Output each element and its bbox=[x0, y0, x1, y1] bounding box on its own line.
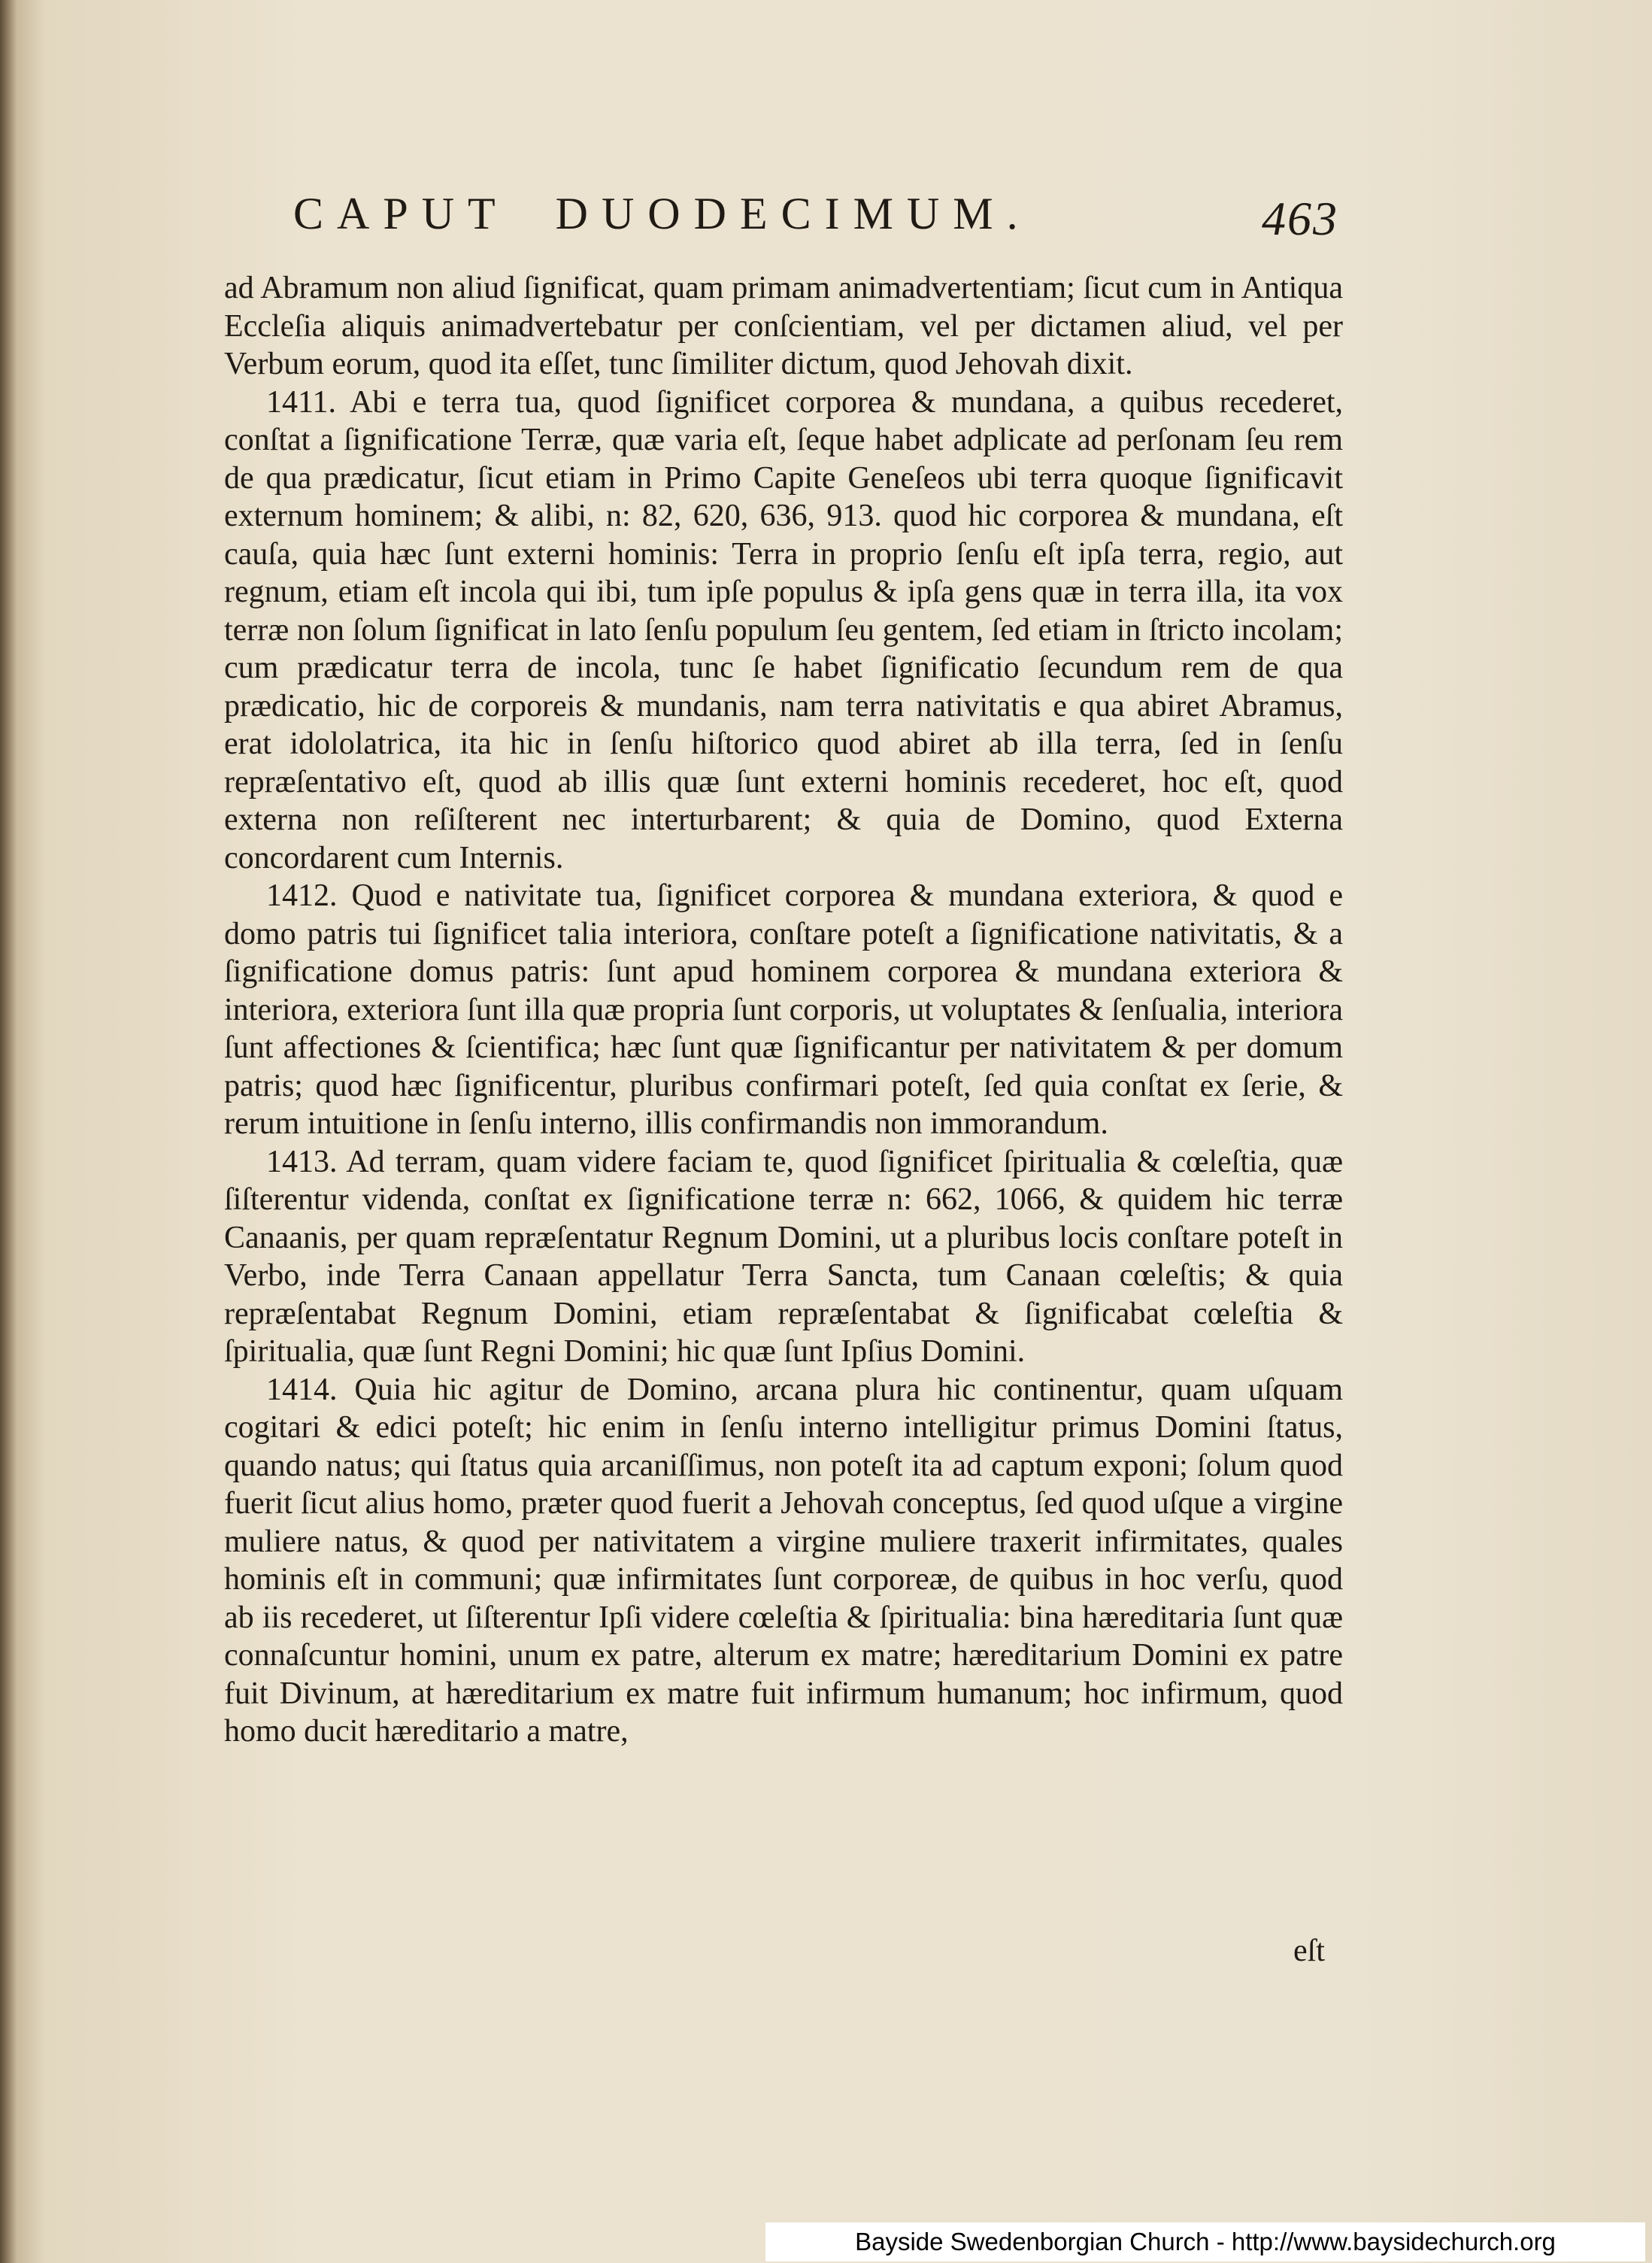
paragraph-1412: 1412. Quod e nativitate tua, ſignificet corporea & mundana exteriora, & quod e domo patris tui ſignificet talia interiora, conſtare poteſt a ſignificatione nativitatis, & a ſignificatione domus patris: ſunt apud hominem corporea & mundana exteriora & interiora, exteriora ſunt illa quæ propria ſunt corporis, ut voluptates & ſenſualia, interiora ſunt affectiones & ſcientifica; hæc ſunt quæ ſignificantur per nativitatem & per domum patris; quod hæc ſignificentur, pluribus confirmari poteſt, ſed quia conſtat ex ſerie, & rerum intuitione in ſenſu interno, illis confirmandis non immorandum. bbox=[224, 878, 1343, 1141]
catchword: eſt bbox=[1293, 1934, 1325, 1968]
paragraph-1411: 1411. Abi e terra tua, quod ſignificet corporea & mundana, a quibus recederet, conſtat a ſignificatione Terræ, quæ varia eſt, ſeque habet adplicate ad perſonam ſeu rem de qua prædicatur, ſicut etiam in Primo Capite Geneſeos ubi terra quoque ſignificavit externum hominem; & alibi, n: 82, 620, 636, 913. quod hic corporea & mundana, eſt cauſa, quia hæc ſunt externi hominis: Terra in proprio ſenſu eſt ipſa terra, regio, aut regnum, etiam eſt incola qui ibi, tum ipſe populus & ipſa gens quæ in terra illa, ita vox terræ non ſolum ſignificat in lato ſenſu populum ſeu gentem, ſed etiam in ſtricto incolam; cum prædicatur terra de incola, tunc ſe habet ſignificatio ſecundum rem de qua prædicatio, hic de corporeis & mundanis, nam terra nativitatis e qua abiret Abramus, erat idololatrica, ita hic in ſenſu hiſtorico quod abiret ab illa terra, ſed in ſenſu repræſentativo eſt, quod ab illis quæ ſunt externi hominis recederet, hoc eſt, quod externa non reſiſterent nec interturbarent; & quia de Domino, quod Externa concordarent cum Internis. bbox=[224, 384, 1343, 875]
body-text bbox=[224, 269, 1343, 1751]
paragraph-continuation: ad Abramum non aliud ſignificat, quam primam animadvertentiam; ſicut cum in Antiqua Eccleſia aliquis animadvertebatur per conſcientiam, vel per dictamen aliud, vel per Verbum eorum, quod ita eſſet, tunc ſimiliter dictum, quod Jehovah dixit. bbox=[224, 271, 1343, 381]
footer-link[interactable]: Bayside Swedenborgian Church - http://www.baysidechurch.org bbox=[765, 2222, 1645, 2261]
chapter-title: CAPUT DUODECIMUM. bbox=[293, 189, 1032, 238]
paragraph-1414: 1414. Quia hic agitur de Domino, arcana plura hic continentur, quam uſquam cogitari & edici poteſt; hic enim in ſenſu interno intelligitur primus Domini ſtatus, quando natus; qui ſtatus quia arcaniſſimus, non poteſt ita ad captum exponi; ſolum quod fuerit ſicut alius homo, præter quod fuerit a Jehovah conceptus, ſed quod uſque a virgine muliere natus, & quod per nativitatem a virgine muliere traxerit infirmitates, quales hominis eſt in communi; quæ infirmitates ſunt corporeæ, de quibus in hoc verſu, quod ab iis recederet, ut ſiſterentur Ipſi videre cœleſtia & ſpiritualia: bina hæreditaria ſunt quæ connaſcuntur homini, unum ex patre, alterum ex matre; hæreditarium Domini ex patre fuit Divinum, at hæreditarium ex matre fuit infirmum humanum; hoc infirmum, quod homo ducit hæreditario a matre, bbox=[224, 1372, 1343, 1749]
paragraph-1413: 1413. Ad terram, quam videre faciam te, quod ſignificet ſpiritualia & cœleſtia, quæ ſiſterentur videnda, conſtat ex ſignificatione terræ n: 662, 1066, & quidem hic terræ Canaanis, per quam repræſentatur Regnum Domini, ut a pluribus locis conſtare poteſt in Verbo, inde Terra Canaan appellatur Terra Sancta, tum Canaan cœleſtis; & quia repræſentabat Regnum Domini, etiam repræſentabat & ſignificabat cœleſtia & ſpiritualia, quæ ſunt Regni Domini; hic quæ ſunt Ipſius Domini. bbox=[224, 1144, 1343, 1369]
running-header bbox=[293, 188, 1346, 256]
page-number: 463 bbox=[1262, 192, 1338, 245]
